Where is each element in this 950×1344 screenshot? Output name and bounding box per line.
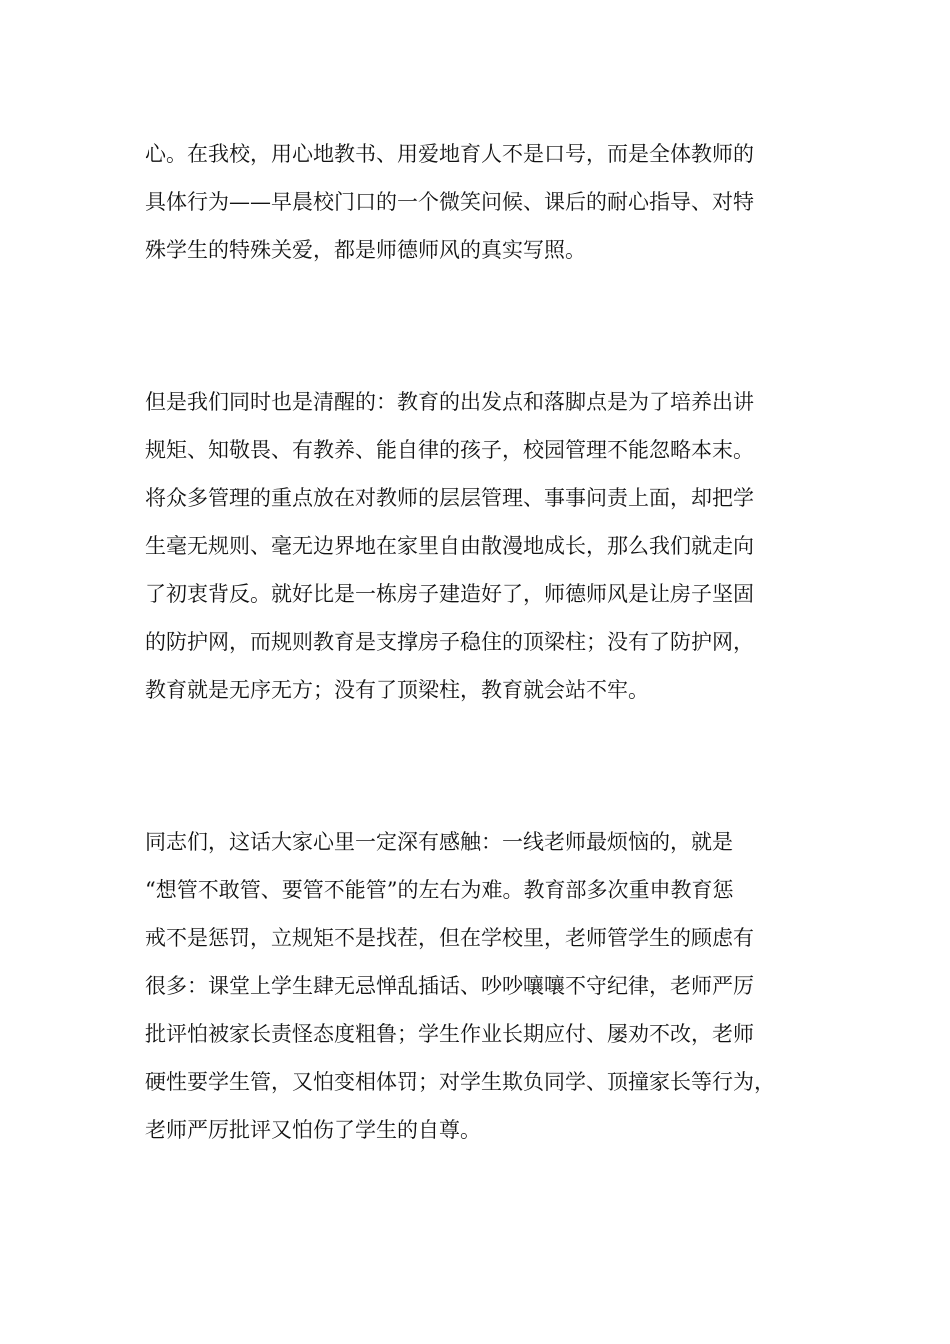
text-line: 生毫无规则、毫无边界地在家里自由散漫地成长，那么我们就走向 (145, 534, 754, 558)
text-line: 殊学生的特殊关爱，都是师德师风的真实写照。 (145, 238, 586, 262)
paragraph-teacher-ethics (145, 130, 754, 274)
text-line: 很多：课堂上学生肆无忌惮乱插话、吵吵嚷嚷不守纪律，老师严厉 (145, 974, 754, 998)
text-line: 批评怕被家长责怪态度粗鲁；学生作业长期应付、屡劝不改，老师 (145, 1022, 754, 1046)
text-line: 了初衷背反。就好比是一栋房子建造好了，师德师风是让房子坚固 (145, 582, 754, 606)
text-line: 但是我们同时也是清醒的：教育的出发点和落脚点是为了培养出讲 (145, 390, 754, 414)
text-line: 将众多管理的重点放在对教师的层层管理、事事问责上面，却把学 (145, 486, 754, 510)
text-line: 教育就是无序无方；没有了顶梁柱，教育就会站不牢。 (145, 678, 649, 702)
text-line: “想管不敢管、要管不能管”的左右为难。教育部多次重申教育惩 (145, 878, 734, 902)
paragraph-rules-education (145, 378, 754, 714)
text-line: 的防护网，而规则教育是支撑房子稳住的顶梁柱；没有了防护网， (145, 630, 754, 654)
text-line: 老师严厉批评又怕伤了学生的自尊。 (145, 1118, 481, 1142)
paragraph-teacher-dilemma (145, 818, 775, 1154)
text-line: 具体行为——早晨校门口的一个微笑问候、课后的耐心指导、对特 (145, 190, 754, 214)
text-line: 规矩、知敬畏、有教养、能自律的孩子，校园管理不能忽略本末。 (145, 438, 754, 462)
text-line: 心。在我校，用心地教书、用爱地育人不是口号，而是全体教师的 (145, 142, 754, 166)
text-line: 同志们，这话大家心里一定深有感触：一线老师最烦恼的，就是 (145, 830, 733, 854)
text-line: 戒不是惩罚，立规矩不是找茬，但在学校里，老师管学生的顾虑有 (145, 926, 754, 950)
text-line: 硬性要学生管，又怕变相体罚；对学生欺负同学、顶撞家长等行为， (145, 1070, 775, 1094)
